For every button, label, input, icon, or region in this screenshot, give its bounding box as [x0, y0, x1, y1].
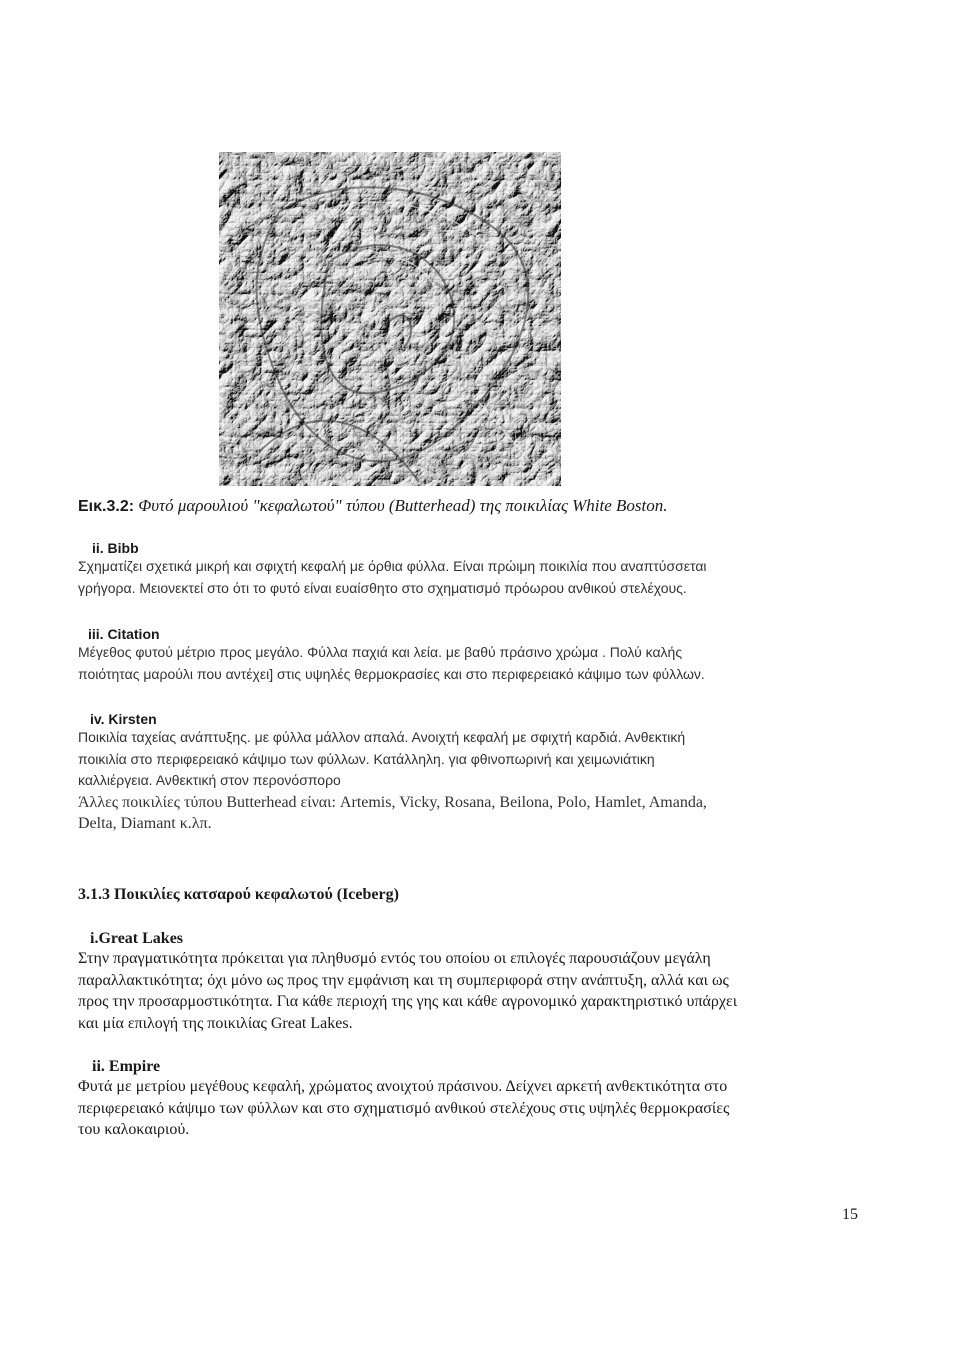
paragraph-line: καλλιέργεια. Ανθεκτική στον περονόσπορο — [78, 772, 341, 788]
variety-heading: ii. Bibb — [92, 540, 139, 556]
variety-heading: iii. Citation — [88, 626, 160, 642]
variety-kirsten — [78, 711, 862, 835]
variety-heading: iv. Kirsten — [90, 711, 157, 727]
section-heading: 3.1.3 Ποικιλίες κατσαρού κεφαλωτού (Iceberg) — [78, 886, 399, 903]
paragraph-line: Delta, Diamant κ.λπ. — [78, 815, 212, 832]
paragraph-line: Φυτά με μετρίου μεγέθους κεφαλή, χρώματος ανοιχτού πράσινου. Δείχνει αρκετή ανθεκτικότητα στο — [78, 1078, 728, 1095]
figure-caption-text: Φυτό μαρουλιού "κεφαλωτού" τύπου (Butterhead) της ποικιλίας White Boston. — [138, 496, 668, 515]
paragraph-line: του καλοκαιριού. — [78, 1121, 190, 1138]
paragraph-line: περιφερειακό κάψιμο των φύλλων και στο σχηματισμό ανθικού στελέχους στις υψηλές θερμοκρασίες — [78, 1099, 730, 1117]
variety-great-lakes — [78, 930, 862, 1034]
variety-citation — [78, 626, 862, 685]
paragraph-line: Ποικιλία ταχείας ανάπτυξης. με φύλλα μάλλον απαλά. Ανοιχτή κεφαλή με σφιχτή καρδιά. Ανθεκτική — [78, 729, 686, 745]
paragraph-line: γρήγορα. Μειονεκτεί στο ότι το φυτό είναι ευαίσθητο στο σχηματισμό πρόωρου ανθικού στελέχους. — [78, 579, 687, 596]
lettuce-photo — [219, 152, 561, 486]
variety-bibb — [78, 540, 862, 599]
variety-heading: i.Great Lakes — [90, 930, 184, 947]
paragraph-line: παραλλακτικότητα; όχι μόνο ως προς την εμφάνιση και τη συμπεριφορά στην ανάπτυξη, αλλά και ως — [78, 971, 729, 989]
paragraph-line: ποιότητας μαρούλι που αντέχει] στις υψηλές θερμοκρασίες και στο περιφερειακό κάψιμο των φύλλων. — [78, 665, 705, 682]
variety-empire — [78, 1058, 862, 1141]
page-number: 15 — [842, 1206, 858, 1223]
paragraph-line: Σχηματίζει σχετικά μικρή και σφιχτή κεφαλή με όρθια φύλλα. Είναι πρώιμη ποικιλία που αναπτύσσεται — [78, 558, 707, 574]
lettuce-photo-graphic — [219, 152, 561, 486]
figure-caption — [78, 496, 668, 516]
paragraph-line: προς την προσαρμοστικότητα. Για κάθε περιοχή της γης και κάθε αγρονομικό χαρακτηριστικό υπάρχει — [78, 993, 738, 1010]
paragraph-line: Στην πραγματικότητα πρόκειται για πληθυσμό εντός του οποίου οι επιλογές παρουσιάζουν μεγάλη — [78, 950, 711, 967]
variety-heading: ii. Empire — [92, 1058, 161, 1075]
paragraph-line: και μία επιλογή της ποικιλίας Great Lakes. — [78, 1014, 353, 1032]
paragraph-line: Μέγεθος φυτού μέτριο προς μεγάλο. Φύλλα παχιά και λεία. με βαθύ πράσινο χρώμα . Πολύ καλής — [78, 644, 683, 660]
paragraph-line: Άλλες ποικιλίες τύπου Butterhead είναι: Artemis, Vicky, Rosana, Beilona, Polo, Hamlet, Amanda, — [78, 793, 707, 811]
figure-label: Εικ.3.2: — [78, 498, 135, 515]
paragraph-line: ποικιλία στο περιφερειακό κάψιμο των φύλλων. Κατάλληλη. για φθινοπωρινή και χειμωνιάτικη — [78, 750, 655, 767]
